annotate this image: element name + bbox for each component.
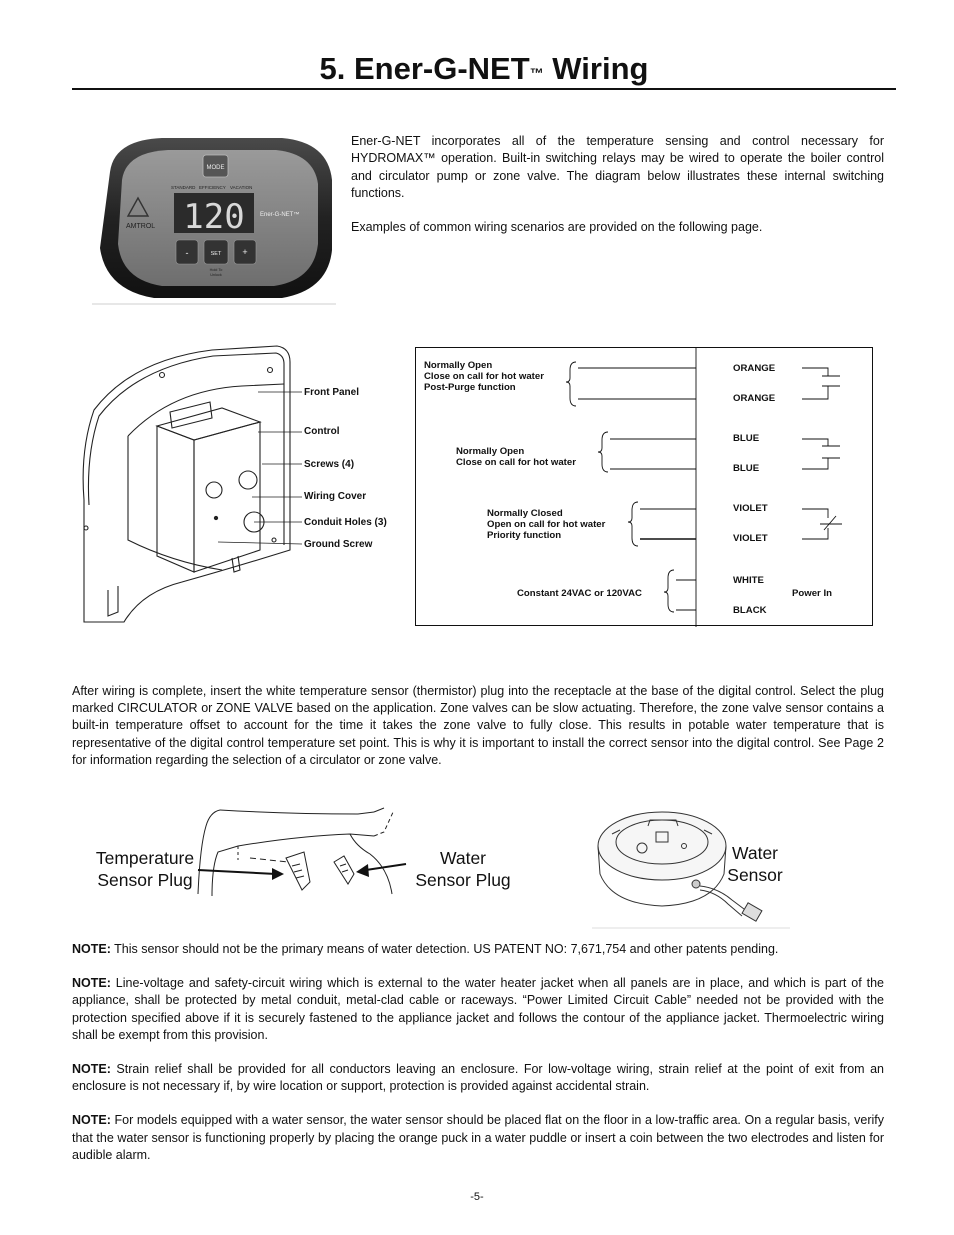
wire-orange-1: ORANGE bbox=[733, 363, 776, 374]
page-number: -5- bbox=[470, 1191, 484, 1203]
callout-front-panel: Front Panel bbox=[304, 387, 360, 398]
callout-wiring-cover: Wiring Cover bbox=[304, 491, 367, 502]
brand-label: AMTROL bbox=[126, 223, 156, 230]
efficiency-label: EFFICIENCY bbox=[199, 185, 226, 190]
vacation-label: VACATION bbox=[230, 185, 253, 190]
group1-line1: Normally Open bbox=[424, 360, 493, 371]
set-button-label: SET bbox=[210, 251, 222, 257]
water-sensor-label: Water Sensor bbox=[727, 843, 783, 885]
group1-line2: Close on call for hot water bbox=[424, 371, 544, 382]
wire-black: BLACK bbox=[733, 605, 767, 616]
note-3: NOTE: Strain relief shall be provided for all conductors leaving an enclosure. For low-voltage wiring, strain relief at the point of exit from an enclosure is not necessary if, by wire location or support, protection is provided against accidental strain. bbox=[72, 1062, 884, 1094]
temperature-display: 120 bbox=[183, 197, 245, 237]
wire-blue-2: BLUE bbox=[733, 463, 760, 474]
plus-button-label: + bbox=[242, 247, 248, 257]
title-suffix: Wiring bbox=[543, 51, 649, 86]
group1-line3: Post-Purge function bbox=[424, 382, 516, 393]
wire-blue-1: BLUE bbox=[733, 433, 760, 444]
front-panel-drawing bbox=[72, 340, 402, 632]
wiring-diagram bbox=[415, 347, 873, 626]
callout-screws: Screws (4) bbox=[304, 459, 355, 470]
group2-line2: Close on call for hot water bbox=[456, 457, 576, 468]
arrow-left-icon bbox=[356, 864, 369, 877]
callout-control: Control bbox=[304, 426, 340, 437]
wire-violet-2: VIOLET bbox=[733, 533, 768, 544]
callout-ground-screw: Ground Screw bbox=[304, 539, 373, 550]
intro-text bbox=[351, 133, 884, 253]
group3-line3: Priority function bbox=[487, 530, 562, 541]
group2-line1: Normally Open bbox=[456, 446, 525, 457]
standard-label: STANDARD bbox=[171, 185, 196, 190]
unlock-label: Unlock bbox=[210, 273, 222, 277]
note-1: NOTE: This sensor should not be the primary means of water detection. US PATENT NO: 7,671,754 and other patents pending. bbox=[72, 942, 779, 956]
callout-conduit-holes: Conduit Holes (3) bbox=[304, 517, 387, 528]
minus-button-label: - bbox=[185, 248, 189, 258]
temperature-sensor-plug-label: Temperature Sensor Plug bbox=[95, 848, 195, 890]
hold-label: Hold To bbox=[209, 268, 223, 272]
note-2: NOTE: Line-voltage and safety-circuit wiring which is external to the water heater jacket when all panels are in place, and which is part of the appliance, shall be protected by metal conduit, metal-clad cable or raceways. “Power Limited Circuit Cable” needed not be provided with the protection specified above if it is securely fastened to the appliance jacket and follows the contour of the appliance jacket. Thermoelectric wiring shall be exempt from this provision. bbox=[72, 976, 884, 1042]
wire-orange-2: ORANGE bbox=[733, 393, 776, 404]
sensor-instructions: After wiring is complete, insert the white temperature sensor (thermistor) plug into the receptacle at the base of the digital control. Select the plug marked CIRCULATOR or ZONE VALVE based on the application. Zone valves can be slow actuating. Therefore, the zone valve sensor contains a built-in temperature offset to account for the time it takes the zone valve to fully close. This results in potable water temperature that is representative of the digital control temperature set point. This is why it is important to install the correct sensor into the digital control. See Page 2 for information regarding the selection of a circulator or zone valve. bbox=[72, 684, 884, 767]
mode-button-label: MODE bbox=[206, 165, 225, 171]
controller-photo bbox=[92, 130, 336, 306]
page-title bbox=[72, 50, 896, 88]
note-4: NOTE: For models equipped with a water sensor, the water sensor should be placed flat on the floor in a low-traffic area. On a regular basis, verify that the water sensor is functioning properly by placing the orange puck in a water puddle or insert a coin between the two electrodes and listen for audible alarm. bbox=[72, 1113, 884, 1162]
group4-label: Constant 24VAC or 120VAC bbox=[517, 588, 642, 599]
arrow-right-icon bbox=[272, 868, 284, 880]
title-main: 5. Ener-G-NET bbox=[319, 51, 530, 86]
title-rule bbox=[72, 88, 896, 90]
wire-white: WHITE bbox=[733, 575, 764, 586]
group3-line2: Open on call for hot water bbox=[487, 519, 606, 530]
intro-paragraph-2: Examples of common wiring scenarios are provided on the following page. bbox=[351, 220, 763, 235]
notes-section bbox=[72, 941, 884, 1181]
title-trademark: ™ bbox=[529, 65, 544, 81]
group3-line1: Normally Closed bbox=[487, 508, 563, 519]
power-in-label: Power In bbox=[792, 588, 832, 599]
wire-violet-1: VIOLET bbox=[733, 503, 768, 514]
product-label: Ener-G-NET™ bbox=[260, 212, 300, 218]
intro-paragraph-1: Ener-G-NET incorporates all of the temperature sensing and control necessary for HYDROMAX™ operation. Built-in switching relays may be wired to operate the boiler control and circulator pump or zone valve. The diagram below illustrates these internal switching functions. bbox=[351, 134, 884, 200]
water-sensor-plug-label: Water Sensor Plug bbox=[415, 848, 511, 890]
